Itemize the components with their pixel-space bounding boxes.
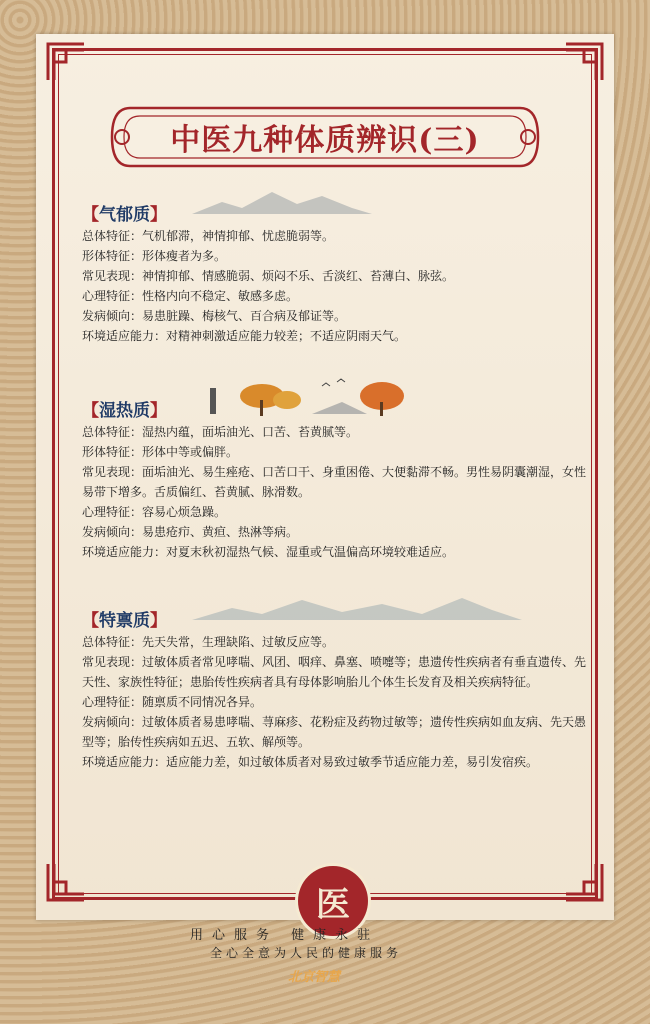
mountain-range-icon [192,592,522,622]
section-header [82,396,592,422]
corner-ornament-br-icon [564,862,604,902]
text-line: 发病倾向：易患脏躁、梅核气、百合病及郁证等。 [82,309,347,323]
text-line: 常见表现：面垢油光、易生痤疮、口苦口干、身重困倦、大便黏滞不畅。男性易阴囊潮湿，女性易带下增多。舌质偏红、苔黄腻、脉滑数。 [82,465,587,499]
section-tebing [82,606,592,772]
medicine-badge-icon: 医 [298,866,368,936]
section-header [82,606,592,632]
text-line: 心理特征：容易心烦急躁。 [82,505,227,519]
corner-ornament-tl-icon [46,42,86,82]
footer-subtitle: 全心全意为人民的健康服务 [210,946,403,960]
section-title: 【特禀质】 [82,611,167,631]
title-plate [110,104,540,170]
text-line: 形体特征：形体瘦者为多。 [82,249,227,263]
text-line: 心理特征：性格内向不稳定、敏感多虑。 [82,289,299,303]
footer-brand: 北京智慧 [288,970,341,985]
section-title: 【湿热质】 [82,401,167,421]
text-line: 常见表现：过敏体质者常见哮喘、风团、咽痒、鼻塞、喷嚏等；患遗传性疾病者有垂直遗传、先天性、家族性特征；患胎传性疾病者具有母体影响胎儿个体生长发育及相关疾病特征。 [82,655,587,689]
text-line: 环境适应能力：适应能力差，如过敏体质者对易致过敏季节适应能力差，易引发宿疾。 [82,755,539,769]
section-shire [82,396,592,562]
text-line: 发病倾向：易患疮疖、黄疸、热淋等病。 [82,525,299,539]
text-line: 环境适应能力：对夏末秋初湿热气候、湿重或气温偏高环境较难适应。 [82,545,455,559]
corner-ornament-bl-icon [46,862,86,902]
section-title: 【气郁质】 [82,205,167,225]
text-line: 常见表现：神情抑郁、情感脆弱、烦闷不乐、舌淡红、苔薄白、脉弦。 [82,269,455,283]
section-header [82,200,592,226]
footer-slogan: 用心服务 健康永驻 [190,928,380,943]
autumn-trees-icon [192,378,412,418]
text-line: 发病倾向：过敏体质者易患哮喘、荨麻疹、花粉症及药物过敏等；遗传性疾病如血友病、先天愚型等；胎传性疾病如五迟、五软、解颅等。 [82,715,587,749]
text-line: 心理特征：随禀质不同情况各异。 [82,695,263,709]
page-title: 中医九种体质辨识(三) [170,123,480,158]
corner-ornament-tr-icon [564,42,604,82]
mountain-ink-icon [192,186,372,216]
section-qiyu [82,200,592,346]
text-line: 总体特征：气机郁滞，神情抑郁、忧虑脆弱等。 [82,229,335,243]
text-line: 总体特征：湿热内蕴，面垢油光、口苦、苔黄腻等。 [82,425,359,439]
text-line: 形体特征：形体中等或偏胖。 [82,445,239,459]
text-line: 环境适应能力：对精神刺激适应能力较差；不适应阴雨天气。 [82,329,407,343]
text-line: 总体特征：先天失常，生理缺陷、过敏反应等。 [82,635,335,649]
